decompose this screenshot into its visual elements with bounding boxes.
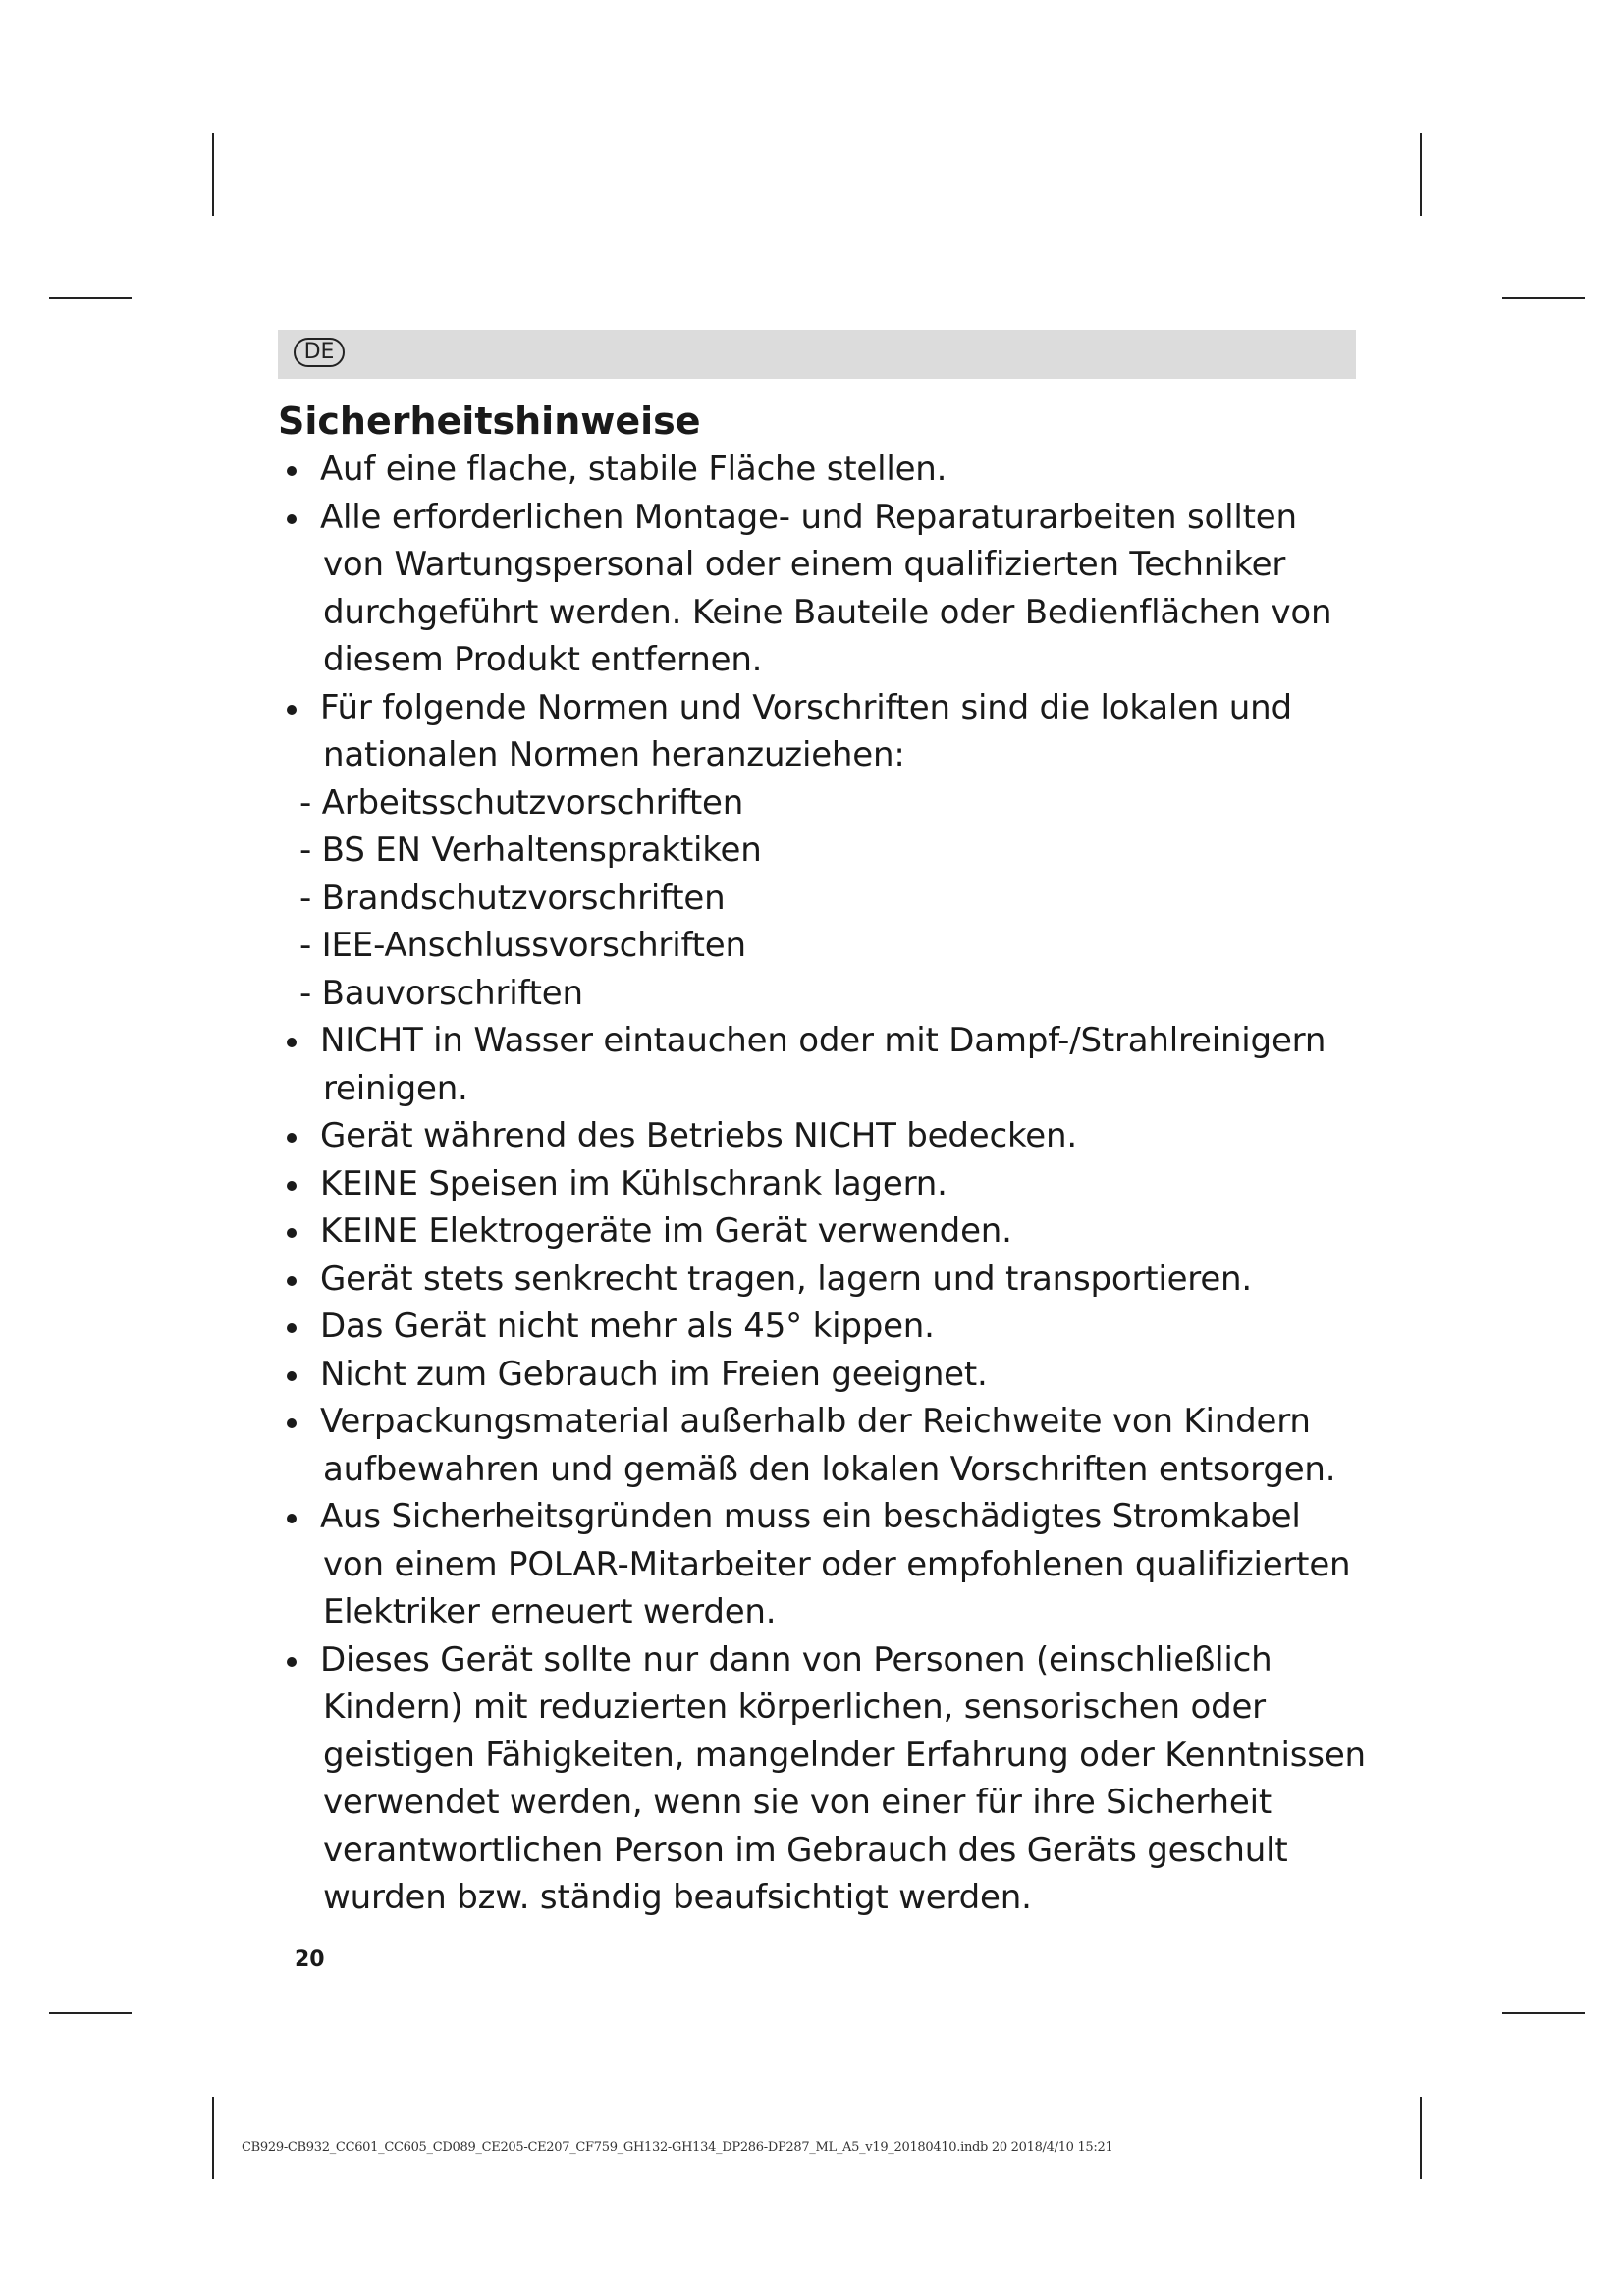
language-bar: [278, 330, 1356, 379]
crop-mark-right-lower: [1502, 2012, 1585, 2014]
list-item-line: geistigen Fähigkeiten, mangelnder Erfahrung oder Kenntnissen: [323, 1735, 1366, 1775]
crop-mark-top-right: [1420, 133, 1422, 216]
page-number: 20: [295, 1948, 325, 1972]
list-item-line: verwendet werden, wenn sie von einer für ihre Sicherheit: [323, 1783, 1272, 1822]
crop-mark-left-upper: [49, 297, 132, 299]
list-item: [278, 1398, 1378, 1493]
list-item-line: nationalen Normen heranzuziehen:: [323, 735, 905, 774]
list-item-line: Gerät stets senkrecht tragen, lagern und transportieren.: [320, 1258, 1253, 1299]
list-item-line: Kindern) mit reduzierten körperlichen, sensorischen oder: [323, 1687, 1266, 1727]
list-item-line: Verpackungsmaterial außerhalb der Reichweite von Kindern: [320, 1402, 1311, 1441]
sub-list-item: - IEE-Anschlussvorschriften: [299, 926, 746, 965]
footer-slug: CB929-CB932_CC601_CC605_CD089_CE205-CE207_CF759_GH132-GH134_DP286-DP287_ML_A5_v19_20180410.indb 20 2018/4/10 15:21: [242, 2140, 1113, 2155]
list-item: [278, 1351, 1378, 1399]
list-item-line: von Wartungspersonal oder einem qualifizierten Techniker: [323, 545, 1286, 584]
list-item-line: Gerät während des Betriebs NICHT bedecken.: [320, 1116, 1077, 1155]
list-item-line: Auf eine flache, stabile Fläche stellen.: [320, 450, 947, 489]
list-item: [278, 1207, 1378, 1255]
language-badge: DE: [294, 338, 345, 367]
list-item-line: von einem POLAR-Mitarbeiter oder empfohlenen qualifizierten: [323, 1544, 1351, 1584]
list-item: [278, 1112, 1378, 1160]
crop-mark-bottom-right: [1420, 2097, 1422, 2179]
sub-list-item: - Brandschutzvorschriften: [299, 878, 726, 918]
list-item-line: Aus Sicherheitsgründen muss ein beschädigtes Stromkabel: [320, 1497, 1301, 1536]
list-item-line: reinigen.: [323, 1068, 468, 1108]
list-item: [278, 494, 1378, 684]
crop-mark-left-lower: [49, 2012, 132, 2014]
list-item: [278, 1160, 1378, 1208]
list-item-line: KEINE Elektrogeräte im Gerät verwenden.: [320, 1211, 1012, 1251]
sub-list-item: - Arbeitsschutzvorschriften: [299, 782, 744, 823]
list-item: [278, 1303, 1378, 1351]
list-item: [278, 1493, 1378, 1636]
sub-list-item: - BS EN Verhaltenspraktiken: [299, 830, 762, 870]
list-item-line: durchgeführt werden. Keine Bauteile oder Bedienflächen von: [323, 592, 1332, 632]
list-item-line: KEINE Speisen im Kühlschrank lagern.: [320, 1163, 947, 1203]
list-item-line: Nicht zum Gebrauch im Freien geeignet.: [320, 1354, 988, 1394]
list-item-line: wurden bzw. ständig beaufsichtigt werden.: [323, 1878, 1032, 1917]
sub-list-item: - Bauvorschriften: [299, 973, 583, 1013]
list-item-line: verantwortlichen Person im Gebrauch des Geräts geschult: [323, 1830, 1288, 1870]
list-item: [278, 1255, 1378, 1304]
list-item-line: aufbewahren und gemäß den lokalen Vorschriften entsorgen.: [323, 1449, 1336, 1489]
list-item-line: NICHT in Wasser eintauchen oder mit Dampf-/Strahlreinigern: [320, 1021, 1326, 1060]
list-item: [278, 1017, 1378, 1112]
list-item-line: diesem Produkt entfernen.: [323, 640, 763, 679]
list-item-line: Für folgende Normen und Vorschriften sind die lokalen und: [320, 687, 1292, 727]
page-title: Sicherheitshinweise: [278, 400, 701, 443]
safety-list: [278, 446, 1378, 1922]
list-item-line: Alle erforderlichen Montage- und Reparaturarbeiten sollten: [320, 497, 1297, 537]
crop-mark-top-left: [212, 133, 214, 216]
list-item: [278, 446, 1378, 494]
crop-mark-bottom-left: [212, 2097, 214, 2179]
list-item: [278, 684, 1378, 779]
list-item-line: Dieses Gerät sollte nur dann von Personen (einschließlich: [320, 1639, 1272, 1680]
list-item-line: Das Gerät nicht mehr als 45° kippen.: [320, 1307, 935, 1346]
list-item-line: Elektriker erneuert werden.: [323, 1592, 777, 1631]
list-item: [278, 1636, 1378, 1922]
crop-mark-right-upper: [1502, 297, 1585, 299]
